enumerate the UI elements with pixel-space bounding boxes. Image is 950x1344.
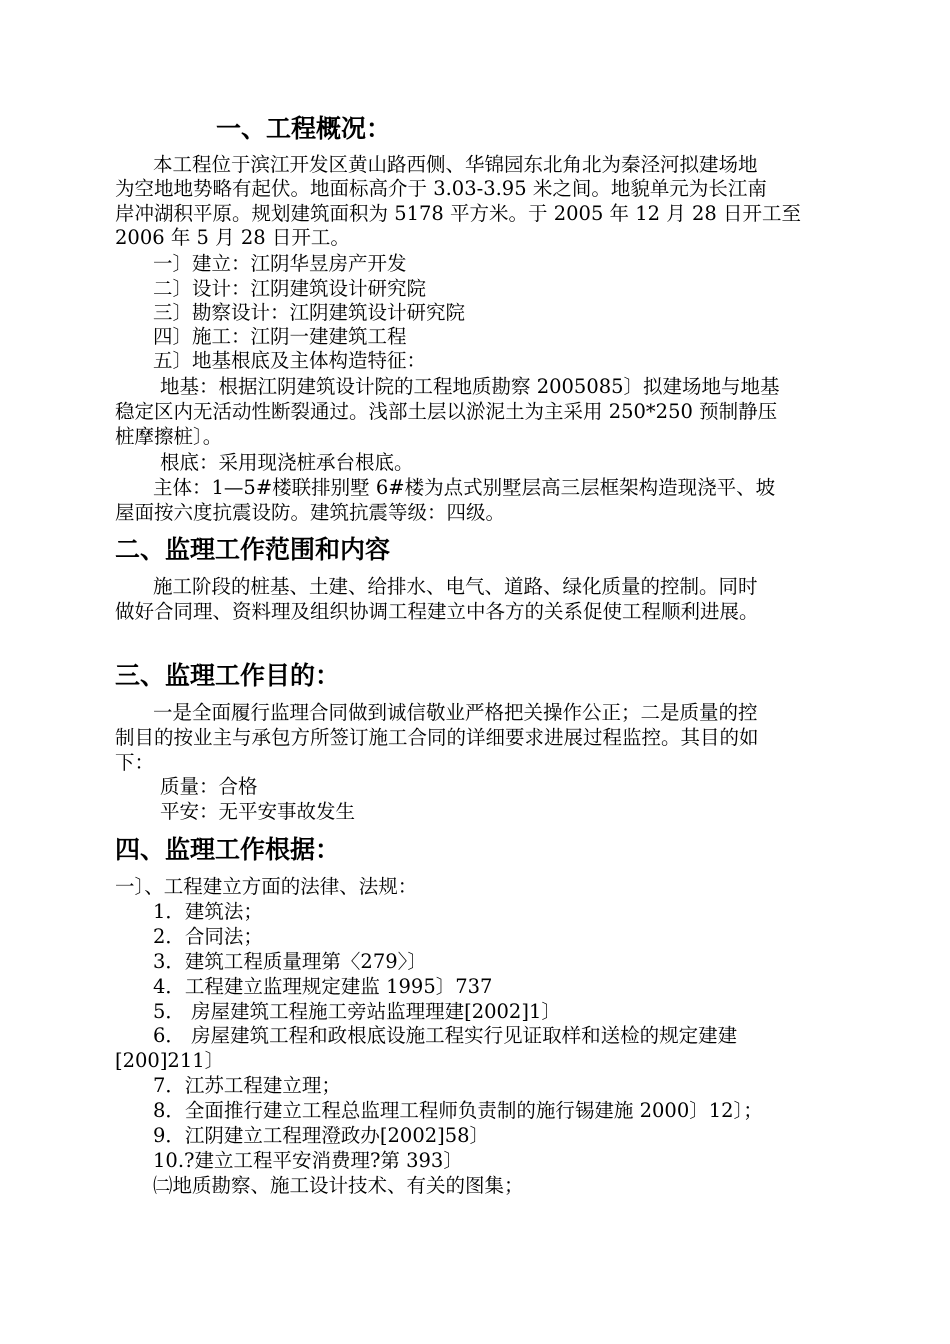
paragraph-line: 制目的按业主与承包方所签订施工合同的详细要求进展过程监控。其目的如 [115, 726, 759, 749]
paragraph-line: 做好合同理、资料理及组织协调工程建立中各方的关系促使工程顺利进展。 [115, 600, 759, 623]
list-item: 3．建筑工程质量理第〈279〉〕 [153, 950, 427, 973]
list-item: 四〕施工：江阴一建建筑工程 [153, 325, 407, 348]
list-item: 10.?建立工程平安消费理?第 393〕 [153, 1149, 463, 1172]
paragraph-line: 质量：合格 [160, 775, 258, 798]
paragraph-line: 岸冲湖积平原。规划建筑面积为 5178 平方米。于 2005 年 12 月 28 日开工至 [115, 202, 801, 225]
paragraph-line: 一是全面履行监理合同做到诚信敬业严格把关操作公正；二是质量的控 [153, 701, 758, 724]
list-item: 2．合同法； [153, 925, 263, 948]
list-item: 一〕建立：江阴华昱房产开发 [153, 252, 407, 275]
paragraph-line: 为空地地势略有起伏。地面标高介于 3.03-3.95 米之间。地貌单元为长江南 [115, 177, 767, 200]
list-item: 二〕设计：江阴建筑设计研究院 [153, 277, 427, 300]
list-item: 8．全面推行建立工程总监理工程师负责制的施行锡建施 2000〕12〕； [153, 1099, 763, 1122]
paragraph-line: 平安：无平安事故发生 [160, 800, 356, 823]
section-2-title: 二、监理工作范围和内容 [115, 535, 391, 564]
list-item: 9．江阴建立工程理澄政办[2002]58〕 [153, 1124, 490, 1147]
list-item: [200]211〕 [115, 1049, 225, 1072]
section-4-title: 四、监理工作根据： [115, 835, 341, 864]
section-1-title: 一、工程概况： [216, 114, 392, 143]
list-item: 4．工程建立监理规定建监 1995〕737 [153, 975, 493, 998]
paragraph-line: 地基：根据江阴建筑设计院的工程地质勘察 2005085〕拟建场地与地基 [160, 375, 780, 398]
paragraph-line: 屋面按六度抗震设防。建筑抗震等级：四级。 [115, 501, 506, 524]
list-item: 7．江苏工程建立理； [153, 1074, 341, 1097]
list-item: 6． 房屋建筑工程和政根底设施工程实行见证取样和送检的规定建建 [153, 1024, 738, 1047]
paragraph-line: 下： [115, 751, 155, 774]
paragraph-line: 2006 年 5 月 28 日开工。 [115, 226, 350, 249]
list-item: 三〕勘察设计：江阴建筑设计研究院 [153, 301, 466, 324]
paragraph-line: 稳定区内无活动性断裂通过。浅部土层以淤泥土为主采用 250*250 预制静压 [115, 400, 778, 423]
paragraph-line: 桩摩擦桩〕。 [115, 425, 223, 448]
paragraph-line: 一〕、工程建立方面的法律、法规： [115, 875, 418, 898]
paragraph-line: 主体：1—5#楼联排别墅 6#楼为点式别墅层高三层框架构造现浇平、坡 [153, 476, 776, 499]
paragraph-line: 根底：采用现浇桩承台根底。 [160, 451, 414, 474]
list-item: 五〕地基根底及主体构造特征： [153, 349, 427, 372]
paragraph-line: 施工阶段的桩基、土建、给排水、电气、道路、绿化质量的控制。同时 [153, 575, 758, 598]
list-item: ㈡地质勘察、施工设计技术、有关的图集； [153, 1174, 524, 1197]
section-3-title: 三、监理工作目的： [115, 661, 341, 690]
list-item: 5． 房屋建筑工程施工旁站监理理建[2002]1〕 [153, 1000, 561, 1023]
list-item: 1．建筑法； [153, 900, 263, 923]
paragraph-line: 本工程位于滨江开发区黄山路西侧、华锦园东北角北为秦泾河拟建场地 [153, 153, 758, 176]
